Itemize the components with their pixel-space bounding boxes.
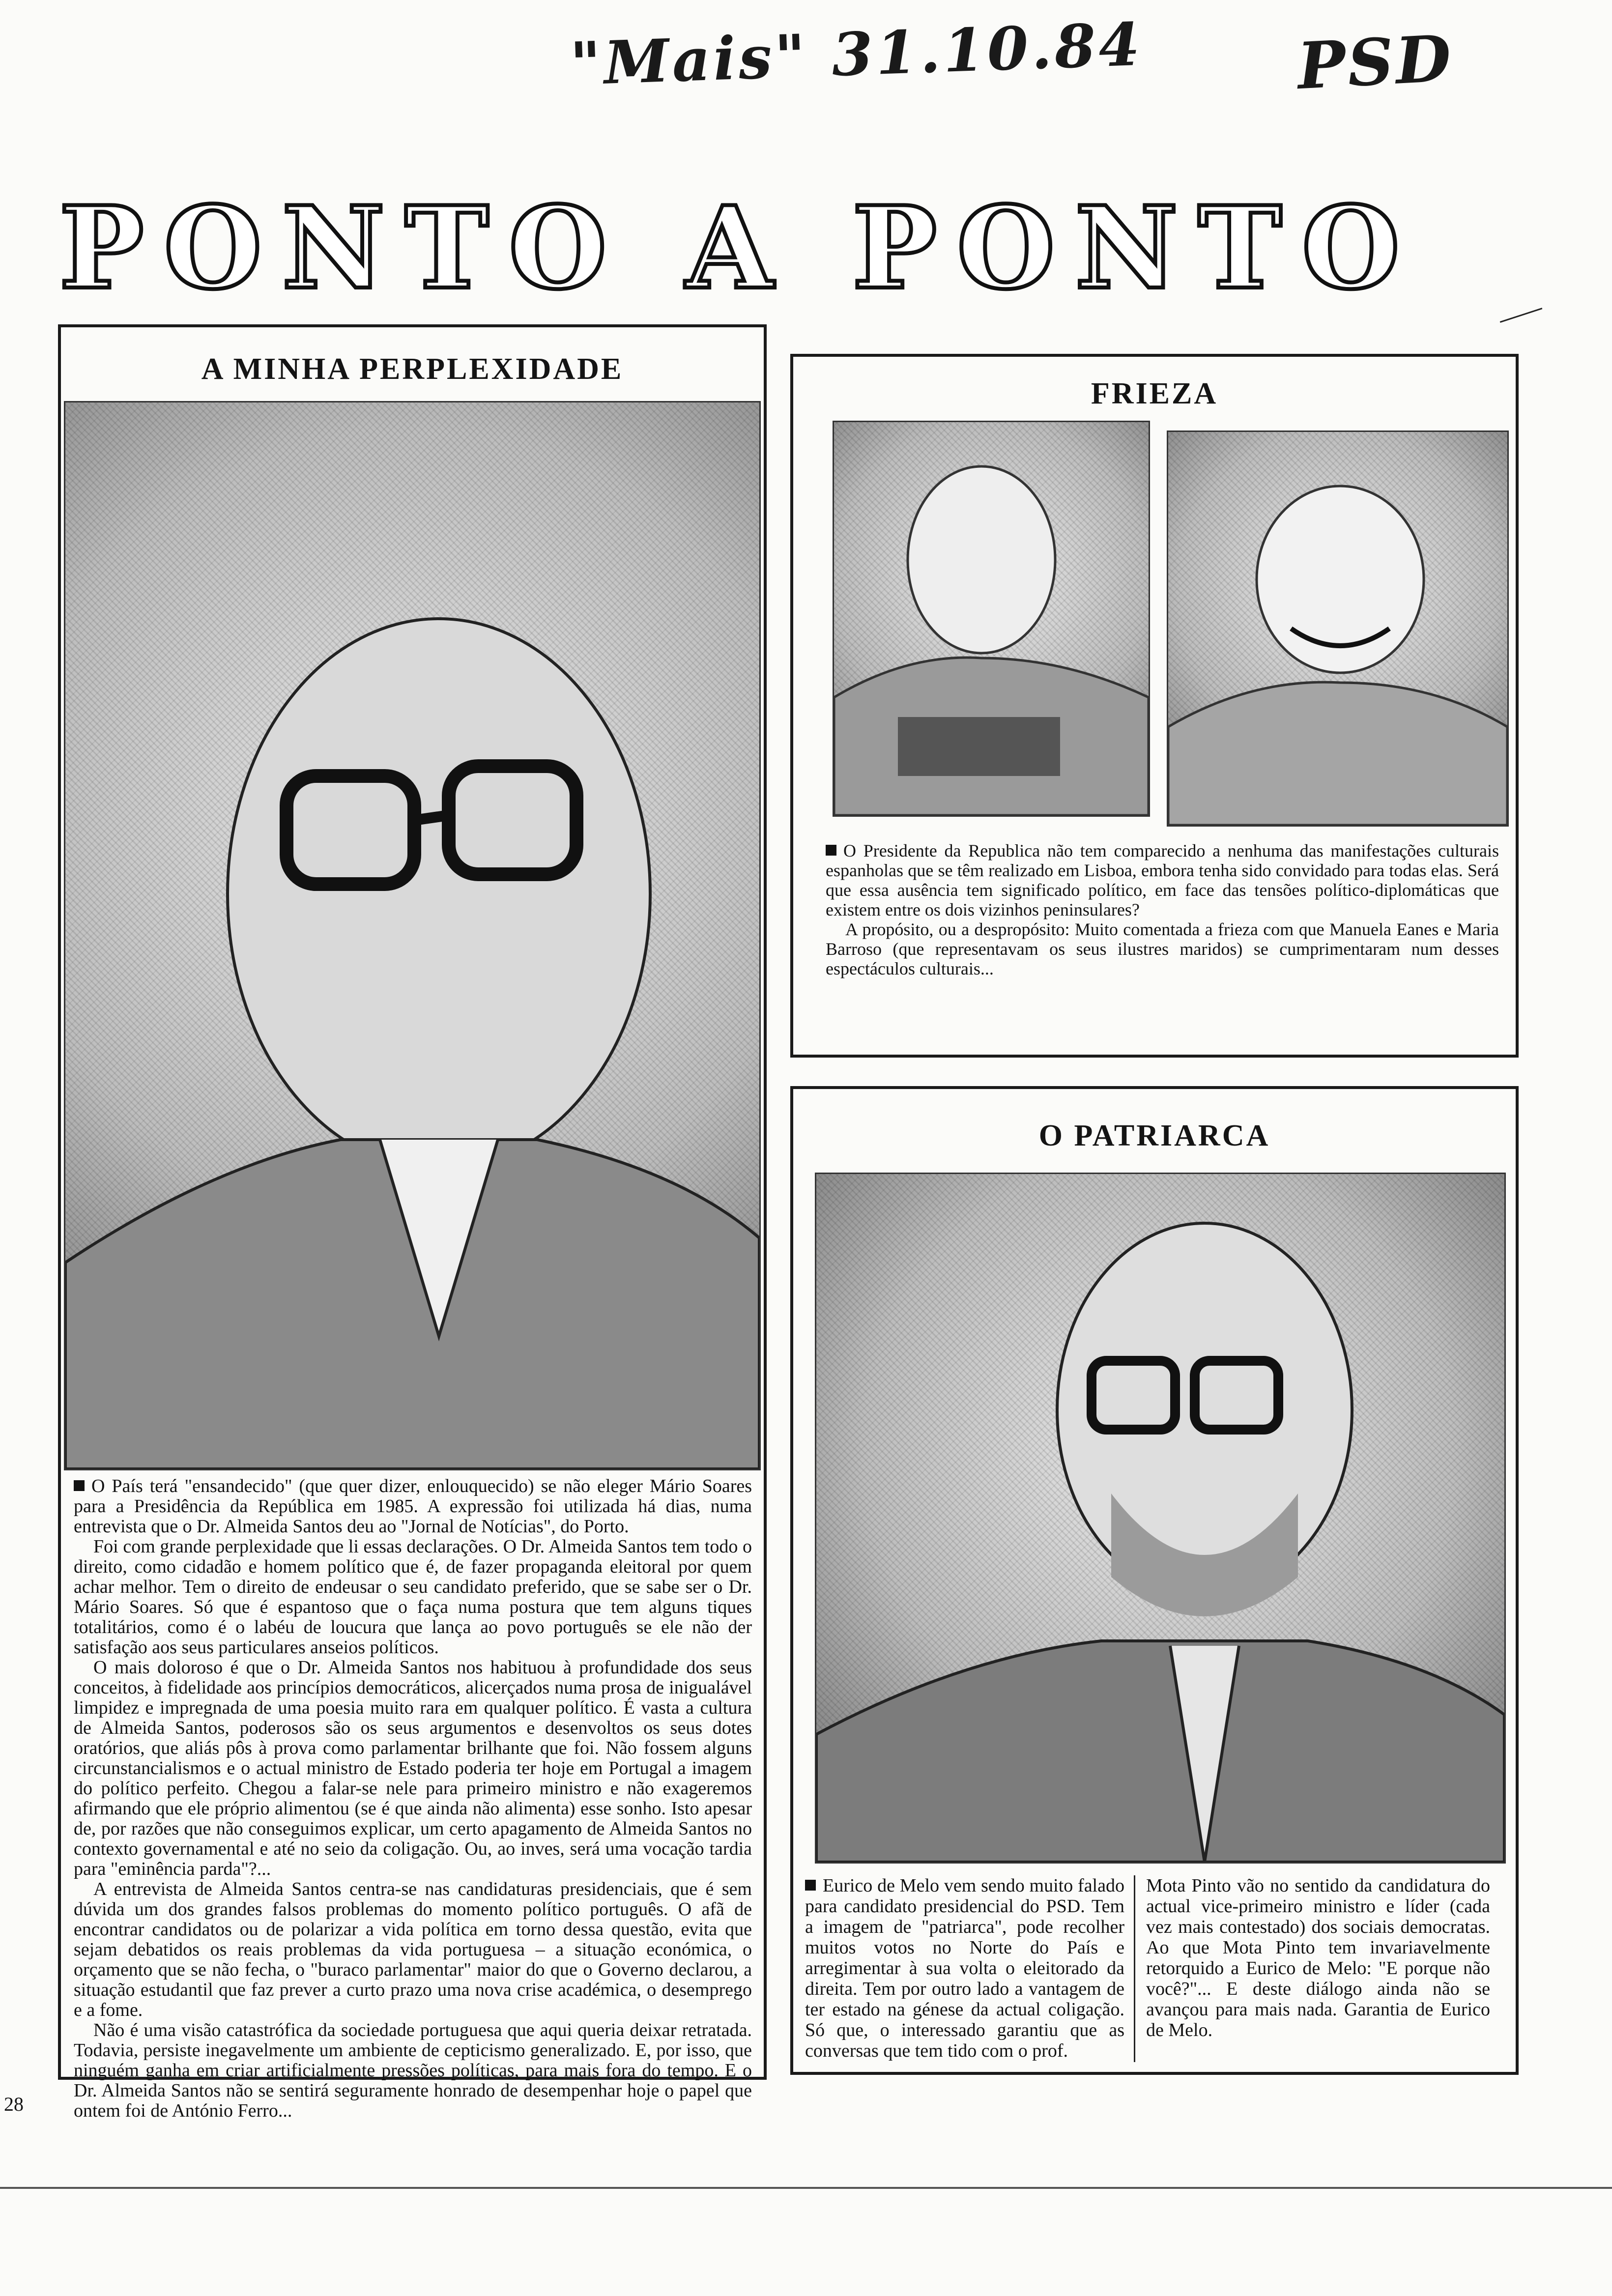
pen-stroke: [1500, 308, 1543, 323]
article-frieza-headline: FRIEZA: [1091, 377, 1218, 410]
article-frieza-paragraph: O Presidente da Republica não tem comparecido a nenhuma das manifestações culturais espanholas que se têm realizado em Lisboa, embora tenha sido convidado para todas elas. Será que essa ausência tem significado político, em face das tensões político-diplomáticas que existem entre os dois vizinhos peninsulares?: [826, 841, 1499, 919]
portrait-photo-almeida-santos: [64, 401, 761, 1470]
page-number: 28: [4, 2093, 24, 2115]
photo-manuela-eanes: [833, 421, 1150, 817]
article-left-box: [58, 324, 767, 2121]
scan-edge-line: [0, 2187, 1612, 2189]
article-patriarca-col1: [805, 1875, 1124, 2061]
article-left-paragraph: O mais doloroso é que o Dr. Almeida Santos nos habituou à profundidade dos seus conceitos, à fidelidade aos princípios democráticos, alicerçados numa prosa de inigualável limpidez e impregnada de uma poesia muito rara em qualquer político. É vasta a cultura de Almeida Santos, poderosos são os seus argumentos e desenvoltos os seus dotes oratórios, que aliás pôs à prova como parlamentar brilhante que foi. Não fossem alguns circunstancialismos e o actual ministro de Estado poderia ter hoje em Portugal a imagem do político perfeito. Chegou a falar-se nele para primeiro ministro e não exageremos afirmando que ele próprio alimentou (se é que ainda não alimenta) esse sonho. Isto apesar de, por razões que não conseguimos explicar, um certo apagamento de Almeida Santos no contexto governamental e até no seio da coligação. Ou, ao inves, será uma vocação tardia para "eminência parda"?...: [74, 1657, 752, 1879]
article-frieza-body: [826, 841, 1499, 978]
article-patriarca-paragraph: Eurico de Melo vem sendo muito falado para candidato presidencial do PSD. Tem a imagem de "patriarca", pode recolher muitos votos no Norte do País e arregimentar à sua volta o eleitorado da direita. Tem por outro lado a vantagem de ter estado na génese da actual coligação. Só que, o interessado garantiu que as conversas que tem tido com o prof.: [805, 1875, 1124, 2061]
photo-maria-barroso: [1167, 430, 1509, 827]
handwritten-party-tag: PSD: [1295, 20, 1455, 104]
article-left-paragraph: O País terá "ensandecido" (que quer dizer, enlouquecido) se não eleger Mário Soares para a Presidência da República em 1985. A expressão foi utilizada há dias, numa entrevista que o Dr. Almeida Santos deu ao "Jornal de Notícias", do Porto.: [74, 1476, 752, 1537]
handwritten-source-note: "Mais" 31.10.84: [569, 9, 1144, 99]
bullet-icon: [826, 845, 836, 856]
bullet-icon: [805, 1880, 816, 1891]
article-left-paragraph: Não é uma visão catastrófica da sociedade portuguesa que aqui queria deixar retratada. Todavia, persiste inegavelmente um ambiente de cepticismo generalizado. E, por isso, que ninguém ganha em criar artificialmente pressões políticas, para mais fora do tempo. E o Dr. Almeida Santos não se sentirá seguramente honrado de desempenhar hoje o papel que ontem foi de António Ferro...: [74, 2020, 752, 2121]
article-frieza-box: [790, 354, 1519, 1058]
column-divider: [1134, 1875, 1135, 2062]
portrait-photo-eurico-de-melo: [815, 1173, 1506, 1864]
article-left-body: [74, 1476, 752, 2121]
article-frieza-paragraph: A propósito, ou a despropósito: Muito comentada a frieza com que Manuela Eanes e Maria Barroso (que representavam os seus ilustres maridos) se cumprimentaram num desses espectáculos culturais...: [826, 919, 1499, 978]
article-left-paragraph: Foi com grande perplexidade que li essas declarações. O Dr. Almeida Santos tem todo o direito, como cidadão e homem político que é, de fazer propaganda eleitoral por quem achar melhor. Tem o direito de endeusar o seu candidato preferido, que se sabe ser o Dr. Mário Soares. Só que é espantoso que o faça numa postura que tem alguns tiques totalitários, como é o labéu de loucura que lança ao povo português se ele não der satisfação aos seus particulares anseios políticos.: [74, 1536, 752, 1658]
article-patriarca-paragraph: Mota Pinto vão no sentido da candidatura do actual vice-primeiro ministro e líder (cada vez mais contestado) dos sociais democratas. Ao que Mota Pinto tem invariavelmente retorquido a Eurico de Melo: "E porque não você?"... E deste diálogo ainda não se avançou para mais nada. Garantia de Eurico de Melo.: [1146, 1875, 1490, 2040]
article-left-headline: A MINHA PERPLEXIDADE: [201, 352, 624, 386]
bullet-icon: [74, 1480, 85, 1491]
article-patriarca-box: [790, 1086, 1519, 2075]
article-patriarca-headline: O PATRIARCA: [1038, 1119, 1270, 1152]
article-patriarca-col2: [1146, 1875, 1490, 2040]
article-left-paragraph: A entrevista de Almeida Santos centra-se nas candidaturas presidenciais, que é sem dúvida um dos grandes falsos problemas do momento político português. O afã de encontrar candidatos ou de polarizar a vida política em torno dessa questão, evita que sejam debatidos os reais problemas da vida portuguesa – a situação económica, o orçamento que se não fecha, o "buraco parlamentar" maior do que o Governo declarou, a situação estudantil que faz prever a curto prazo uma nova crise académica, o desemprego e a fome.: [74, 1879, 752, 2020]
masthead: PONTO A PONTO: [59, 182, 1420, 315]
